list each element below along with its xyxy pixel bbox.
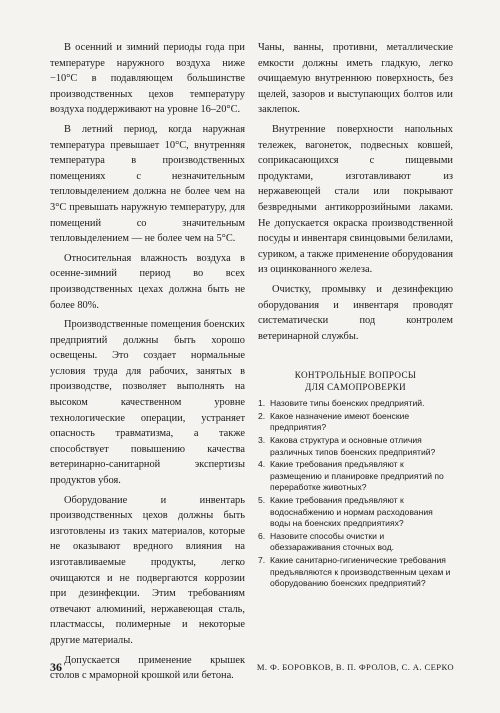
paragraph-lighting: Производственные помещения боенских предприятий должны быть хорошо освещены. Это создает нормальные условия труда для рабочих, занятых в производстве, позволяет выполнять на высоком качественном уровне технологические операции, устраняет опасность травматизма, а также способствует повышению качества ветеринарно-санитарной экспертизы продуктов убоя.	[50, 319, 245, 487]
left-column	[50, 40, 245, 688]
question-number: 4.	[258, 459, 266, 470]
self-check-title-line1: КОНТРОЛЬНЫЕ ВОПРОСЫ	[294, 370, 417, 381]
paragraph-table-tops: Допускается применение крышек столов с мраморной крошкой или бетона.	[50, 654, 245, 682]
question-text: Какие требования предъявляют к водоснабжению и нормам расходования воды на боенских предприятиях?	[270, 495, 433, 529]
question-number: 2.	[258, 410, 266, 421]
paragraph-inner-surfaces: Внутренние поверхности напольных тележек, вагонеток, подвесных ковшей, соприкасающихся с пищевыми продуктами, изготавливают из нержавеющей стали или покрывают безвредными антикоррозийными лаками. Не допускается окраска производственной посуды и инвентаря свинцовыми белилами, суриком, а также применение оборудования из оцинкованного железа.	[258, 123, 453, 276]
page-footer	[50, 660, 454, 674]
question-text: Какие требования предъявляют к размещению и планировке предприятий по переработке животных?	[270, 459, 444, 493]
question-item	[258, 435, 453, 458]
question-list	[258, 398, 453, 590]
question-text: Назовите типы боенских предприятий.	[270, 398, 425, 409]
authors-running-footer: М. Ф. БОРОВКОВ, В. П. ФРОЛОВ, С. А. СЕРКО	[256, 662, 454, 672]
paragraph-continuation: Чаны, ванны, противни, металлические емкости должны иметь гладкую, легко очищаемую внутреннюю поверхность, без щелей, зазоров и выступающих болтов или заклепок.	[258, 42, 453, 116]
question-item	[258, 459, 453, 494]
question-number: 5.	[258, 495, 266, 506]
question-item	[258, 398, 453, 410]
right-column	[258, 40, 453, 591]
question-number: 7.	[258, 555, 266, 565]
question-text: Какие санитарно-гигиенические требования предъявляются к производственным цехам и оборудованию боенских предприятий?	[270, 555, 451, 589]
paragraph-winter-temperature: В осенний и зимний периоды года при температуре наружного воздуха ниже −10°С в подавляющем большинстве производственных цехов температуру воздуха поддерживают на уровне 16–20°С.	[50, 42, 245, 116]
question-number: 3.	[258, 435, 266, 446]
page-number: 36	[50, 660, 62, 674]
question-text: Какова структура и основные отличия различных типов боенских предприятий?	[270, 435, 436, 457]
question-item	[258, 531, 453, 554]
question-text: Какое назначение имеют боенские предприятия?	[270, 410, 410, 433]
question-text: Назовите способы очистки и обеззараживания сточных вод.	[270, 530, 394, 553]
question-item	[258, 411, 453, 434]
self-check-section	[258, 370, 453, 590]
paragraph-humidity: Относительная влажность воздуха в осенне-зимний период во всех производственных цехах должна быть не более 80%.	[50, 252, 245, 311]
self-check-title	[258, 370, 453, 393]
paragraph-summer-temperature: В летний период, когда наружная температура превышает 10°С, внутренняя температура в производственных помещениях с незначительным тепловыделением должна не более чем на 3°С превышать наружную температуру, для помещений со значительным тепловыделением — не более чем на 5°С.	[50, 123, 245, 245]
question-item	[258, 555, 453, 590]
paragraph-equipment-materials: Оборудование и инвентарь производственных цехов должны быть изготовлены из таких материалов, которые не оказывают вредного влияния на изготавливаемые продукты, легко очищаются и не подвергаются коррозии при дезинфекции. Этим требованиям отвечают алюминий, нержавеющая сталь, пластмассы, полимерные и некоторые другие материалы.	[50, 494, 245, 646]
question-number: 1.	[258, 398, 266, 409]
question-number: 6.	[258, 530, 266, 541]
paragraph-cleaning: Очистку, промывку и дезинфекцию оборудования и инвентаря проводят систематически под контролем ветеринарной службы.	[258, 283, 453, 342]
self-check-title-line2: ДЛЯ САМОПРОВЕРКИ	[305, 381, 406, 392]
question-item	[258, 495, 453, 530]
